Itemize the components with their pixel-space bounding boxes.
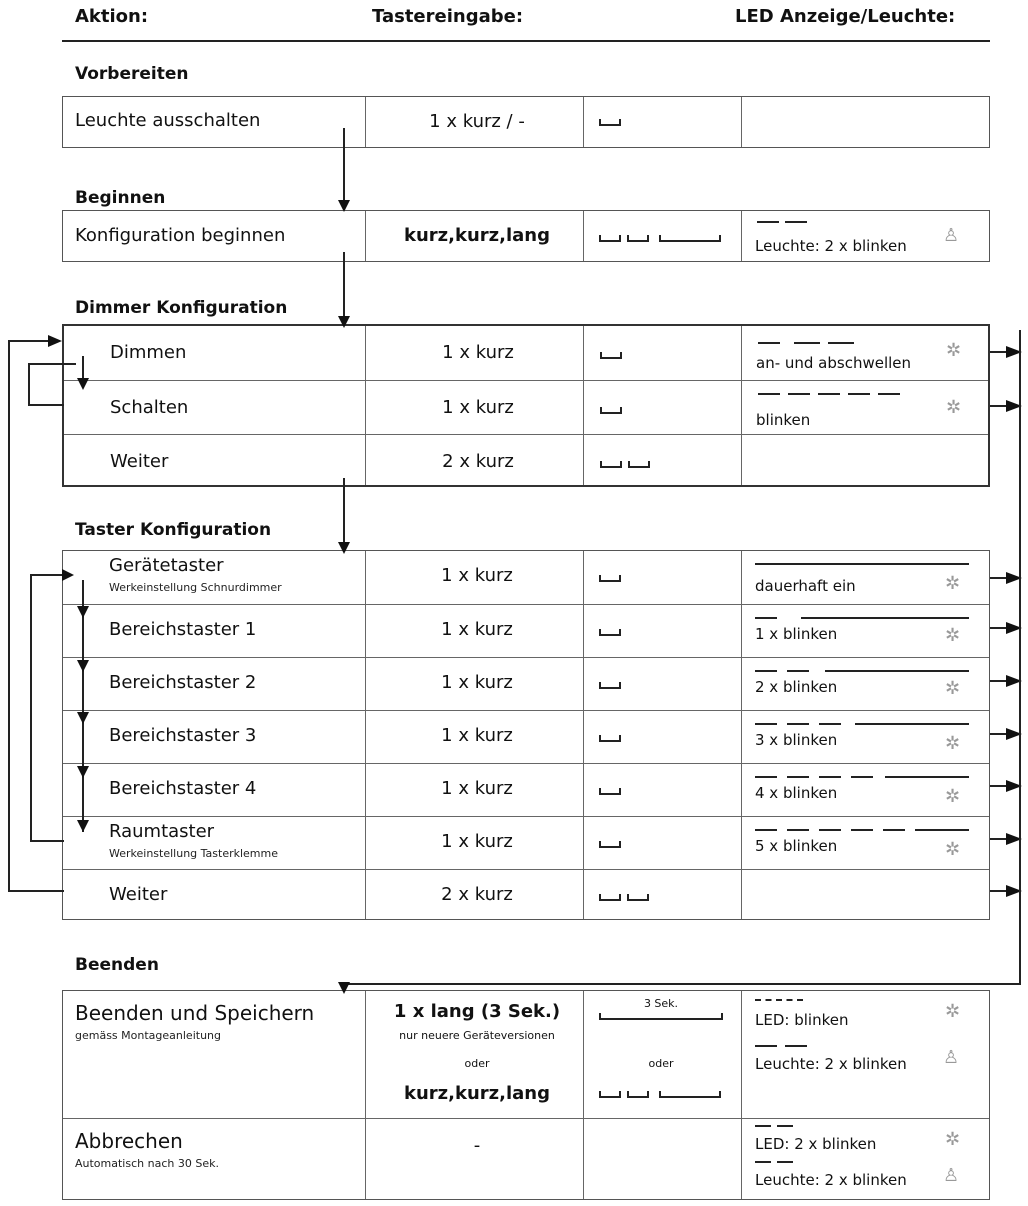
end-abort-input: - bbox=[473, 1135, 481, 1156]
end-save-input1: 1 x lang (3 Sek.) bbox=[393, 1001, 561, 1022]
sun-icon: ✲ bbox=[945, 733, 961, 754]
blink-dash bbox=[787, 829, 809, 831]
end-save-led2: Leuchte: 2 x blinken bbox=[755, 1055, 907, 1073]
continuous-line bbox=[755, 563, 969, 565]
short-press-symbol bbox=[599, 1091, 621, 1098]
section-taster: Taster Konfiguration bbox=[75, 520, 272, 540]
return-line bbox=[1019, 330, 1021, 985]
blink-dash bbox=[851, 829, 873, 831]
end-save-sek: 3 Sek. bbox=[643, 997, 679, 1010]
short-press-symbol bbox=[628, 461, 650, 468]
taster-b4-led: 4 x blinken bbox=[755, 784, 838, 802]
sun-icon: ✲ bbox=[945, 839, 961, 860]
lamp-icon: ♙ bbox=[943, 1165, 960, 1186]
taster-b1-input: 1 x kurz bbox=[441, 619, 513, 640]
short-press-symbol bbox=[627, 1091, 649, 1098]
taster-b3-input: 1 x kurz bbox=[441, 725, 513, 746]
blink-dash bbox=[878, 393, 900, 395]
table-prepare bbox=[62, 96, 990, 148]
blink-dash bbox=[758, 393, 780, 395]
short-press-symbol bbox=[599, 119, 621, 126]
loop-line bbox=[28, 363, 76, 365]
taster-b4-input: 1 x kurz bbox=[441, 778, 513, 799]
blink-dash bbox=[819, 776, 841, 778]
short-press-symbol bbox=[627, 894, 649, 901]
blink-dash bbox=[794, 342, 820, 344]
taster-b1-action: Bereichstaster 1 bbox=[109, 619, 257, 640]
short-press-symbol bbox=[599, 735, 621, 742]
sun-icon: ✲ bbox=[945, 573, 961, 594]
sun-icon: ✲ bbox=[945, 1129, 961, 1150]
short-press-symbol bbox=[600, 352, 622, 359]
blink-dash bbox=[758, 342, 780, 344]
arrow-right-icon bbox=[48, 335, 62, 347]
header-input: Tastereingabe: bbox=[372, 6, 524, 27]
blink-dash bbox=[755, 1045, 777, 1047]
blink-dash bbox=[755, 829, 777, 831]
sun-icon: ✲ bbox=[945, 625, 961, 646]
taster-b2-led: 2 x blinken bbox=[755, 678, 838, 696]
end-save-input-note: nur neuere Geräteversionen bbox=[399, 1029, 555, 1042]
taster-geraet-sub: Werkeinstellung Schnurdimmer bbox=[109, 581, 282, 594]
flow-line bbox=[343, 252, 345, 324]
short-press-symbol bbox=[599, 788, 621, 795]
begin-action: Konfiguration beginnen bbox=[75, 225, 286, 246]
end-save-action: Beenden und Speichern bbox=[75, 1001, 315, 1025]
dimmer-dimmen-input: 1 x kurz bbox=[442, 342, 514, 363]
end-save-led1: LED: blinken bbox=[755, 1011, 849, 1029]
end-abort-sub: Automatisch nach 30 Sek. bbox=[75, 1157, 219, 1170]
lamp-icon: ♙ bbox=[943, 1047, 960, 1068]
sun-icon: ✲ bbox=[945, 678, 961, 699]
sun-icon: ✲ bbox=[946, 397, 962, 418]
continuous-line bbox=[915, 829, 969, 831]
blink-dash bbox=[755, 1125, 771, 1127]
arrow-down-icon bbox=[77, 660, 89, 672]
loop-line bbox=[30, 840, 64, 842]
end-save-oder-symbol: oder bbox=[648, 1057, 674, 1070]
blink-dash bbox=[785, 1045, 807, 1047]
blink-dash bbox=[787, 776, 809, 778]
dimmer-dimmen-action: Dimmen bbox=[110, 342, 187, 363]
blink-dash bbox=[818, 393, 840, 395]
arrow-down-icon bbox=[338, 982, 350, 994]
taster-weiter-action: Weiter bbox=[109, 884, 168, 905]
short-press-symbol bbox=[599, 235, 621, 242]
section-end: Beenden bbox=[75, 955, 159, 975]
arrow-down-icon bbox=[338, 200, 350, 212]
blink-dash bbox=[755, 776, 777, 778]
sun-icon: ✲ bbox=[946, 340, 962, 361]
loop-line bbox=[8, 340, 10, 892]
flow-line bbox=[343, 478, 345, 548]
short-press-symbol bbox=[599, 575, 621, 582]
short-press-symbol bbox=[599, 894, 621, 901]
end-save-sub: gemäss Montageanleitung bbox=[75, 1029, 221, 1042]
lamp-icon: ♙ bbox=[943, 225, 960, 246]
table-dimmer bbox=[62, 324, 990, 487]
taster-raum-action: Raumtaster bbox=[109, 821, 215, 842]
blink-dash bbox=[755, 723, 777, 725]
taster-b3-led: 3 x blinken bbox=[755, 731, 838, 749]
section-prepare: Vorbereiten bbox=[75, 64, 189, 84]
table-taster bbox=[62, 550, 990, 920]
section-begin: Beginnen bbox=[75, 188, 166, 208]
end-save-input2: kurz,kurz,lang bbox=[404, 1083, 550, 1104]
end-save-oder: oder bbox=[464, 1057, 490, 1070]
sun-icon: ✲ bbox=[945, 786, 961, 807]
dimmer-weiter-input: 2 x kurz bbox=[442, 451, 514, 472]
dimmer-schalten-led: blinken bbox=[756, 411, 811, 429]
taster-b2-action: Bereichstaster 2 bbox=[109, 672, 257, 693]
table-begin bbox=[62, 210, 990, 262]
blink-dash bbox=[787, 670, 809, 672]
header-action: Aktion: bbox=[75, 6, 149, 27]
blink-dash bbox=[777, 1125, 793, 1127]
continuous-line bbox=[801, 617, 969, 619]
dimmer-schalten-action: Schalten bbox=[110, 397, 189, 418]
arrow-right-icon bbox=[62, 569, 74, 581]
arrow-down-icon bbox=[338, 316, 350, 328]
short-press-symbol bbox=[627, 235, 649, 242]
taster-geraet-action: Gerätetaster bbox=[109, 555, 224, 576]
end-abort-action: Abbrechen bbox=[75, 1129, 183, 1153]
long-press-symbol bbox=[659, 235, 721, 242]
taster-raum-led: 5 x blinken bbox=[755, 837, 838, 855]
arrow-down-icon bbox=[77, 712, 89, 724]
loop-line bbox=[28, 363, 30, 406]
loop-line bbox=[30, 574, 32, 841]
end-abort-led1: LED: 2 x blinken bbox=[755, 1135, 877, 1153]
taster-geraet-input: 1 x kurz bbox=[441, 565, 513, 586]
blink-dash bbox=[851, 776, 873, 778]
prepare-action: Leuchte ausschalten bbox=[75, 110, 261, 131]
short-press-symbol bbox=[599, 629, 621, 636]
long-press-symbol bbox=[659, 1091, 721, 1098]
blink-dash bbox=[755, 1161, 771, 1163]
blink-dash bbox=[777, 1161, 793, 1163]
taster-b3-action: Bereichstaster 3 bbox=[109, 725, 257, 746]
taster-weiter-input: 2 x kurz bbox=[441, 884, 513, 905]
short-press-symbol bbox=[599, 841, 621, 848]
return-line bbox=[343, 983, 1021, 985]
blink-dash bbox=[883, 829, 905, 831]
short-press-symbol bbox=[600, 407, 622, 414]
loop-line bbox=[28, 404, 64, 406]
blink-dash bbox=[785, 221, 807, 223]
arrow-down-icon bbox=[77, 766, 89, 778]
taster-b4-action: Bereichstaster 4 bbox=[109, 778, 257, 799]
begin-input: kurz,kurz,lang bbox=[404, 225, 550, 246]
loop-line bbox=[8, 890, 64, 892]
table-end bbox=[62, 990, 990, 1200]
taster-geraet-led: dauerhaft ein bbox=[755, 577, 856, 595]
blink-dash bbox=[819, 829, 841, 831]
sun-icon: ✲ bbox=[945, 1001, 961, 1022]
dimmer-schalten-input: 1 x kurz bbox=[442, 397, 514, 418]
blink-dash bbox=[755, 670, 777, 672]
short-press-symbol bbox=[599, 682, 621, 689]
dimmer-weiter-action: Weiter bbox=[110, 451, 169, 472]
begin-led: Leuchte: 2 x blinken bbox=[755, 237, 907, 255]
blink-dash bbox=[787, 723, 809, 725]
dimmer-dimmen-led: an- und abschwellen bbox=[756, 354, 912, 372]
taster-raum-sub: Werkeinstellung Tasterklemme bbox=[109, 847, 279, 860]
arrow-down-icon bbox=[77, 606, 89, 618]
blink-dash bbox=[757, 221, 779, 223]
flow-line bbox=[343, 128, 345, 208]
fast-blink-dots bbox=[755, 999, 803, 1001]
short-press-symbol bbox=[600, 461, 622, 468]
taster-b2-input: 1 x kurz bbox=[441, 672, 513, 693]
header-rule bbox=[62, 40, 990, 42]
blink-dash bbox=[755, 617, 777, 619]
blink-dash bbox=[788, 393, 810, 395]
continuous-line bbox=[885, 776, 969, 778]
blink-dash bbox=[828, 342, 854, 344]
taster-raum-input: 1 x kurz bbox=[441, 831, 513, 852]
end-abort-led2: Leuchte: 2 x blinken bbox=[755, 1171, 907, 1189]
arrow-down-icon bbox=[77, 378, 89, 390]
blink-dash bbox=[819, 723, 841, 725]
prepare-input: 1 x kurz / - bbox=[429, 111, 525, 132]
arrow-down-icon bbox=[77, 820, 89, 832]
loop-line bbox=[8, 340, 52, 342]
continuous-line bbox=[825, 670, 969, 672]
blink-dash bbox=[848, 393, 870, 395]
section-dimmer: Dimmer Konfiguration bbox=[75, 298, 288, 318]
continuous-line bbox=[855, 723, 969, 725]
header-led: LED Anzeige/Leuchte: bbox=[735, 6, 956, 27]
arrow-down-icon bbox=[338, 542, 350, 554]
long-press-symbol bbox=[599, 1013, 723, 1020]
taster-b1-led: 1 x blinken bbox=[755, 625, 838, 643]
